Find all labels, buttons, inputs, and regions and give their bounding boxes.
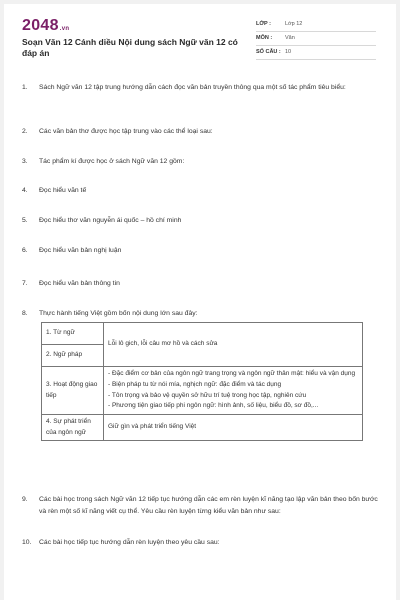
table-cell: Lỗi lô gich, lỗi câu mơ hồ và cách sửa (104, 323, 363, 367)
question-number: 7. (22, 280, 28, 287)
question-number: 9. (22, 496, 28, 503)
question-text: Các bài học trong sách Ngữ văn 12 tiếp tục hướng dẫn các em rèn luyện kĩ năng tạo lập văn bản theo bốn bước và rèn một số kĩ năng viết cụ thể. Yêu cầu rèn luyện từng kiểu văn bản như sau: (39, 496, 378, 515)
meta-value: Lớp 12 (285, 21, 303, 27)
question-text: Tác phẩm kí được học ở sách Ngữ văn 12 gồm: (39, 158, 185, 165)
document-header (4, 4, 396, 64)
table-cell: 2. Ngữ pháp (42, 345, 104, 367)
question-number: 2. (22, 128, 28, 135)
document-page (4, 4, 396, 600)
question-number: 10. (22, 539, 32, 546)
question-text: Đọc hiểu văn bản thông tin (39, 280, 120, 287)
content-table (41, 322, 363, 441)
table-row (42, 323, 363, 345)
question-number: 5. (22, 217, 28, 224)
meta-value: 10 (285, 49, 292, 55)
table-cell: 1. Từ ngữ (42, 323, 104, 345)
table-row (42, 367, 363, 415)
site-logo[interactable]: 2048.vn (22, 17, 70, 34)
question-number: 4. (22, 187, 28, 194)
table-cell: 3. Hoạt động giao tiếp (42, 367, 104, 415)
question-text: Đọc hiểu văn bản nghị luận (39, 247, 122, 254)
meta-row-subject (256, 32, 376, 46)
meta-row-question-count (256, 46, 376, 60)
table-bullet: - Đặc điểm cơ bản của ngôn ngữ trang trọng và ngôn ngữ thân mật: hiểu và vận dụng (108, 370, 356, 377)
question-number: 1. (22, 84, 28, 91)
question-text: Đọc hiểu văn tế (39, 187, 87, 194)
question-text: Sách Ngữ văn 12 tập trung hướng dẫn cách đọc văn bản truyền thông qua một số tác phẩm tiêu biểu: (39, 84, 346, 91)
table-bullet: - Tôn trọng và bảo vệ quyền sở hữu trí tuệ trong học tập, nghiên cứu (108, 391, 307, 399)
table-cell: 4. Sự phát triển của ngôn ngữ (42, 415, 104, 441)
document-title: Soạn Văn 12 Cánh diều Nội dung sách Ngữ văn 12 có đáp án (22, 37, 238, 58)
question-number: 6. (22, 247, 28, 254)
question-text: Thực hành tiếng Việt gồm bốn nội dung lớn sau đây: (39, 310, 198, 317)
table-bullet: - Biện pháp tu từ nói mía, nghịch ngữ: đặc điểm và tác dụng (108, 380, 282, 388)
meta-box (256, 18, 376, 60)
question-number: 8. (22, 310, 28, 317)
table-bullet: - Phương tiện giao tiếp phi ngôn ngữ: hình ảnh, số liệu, biểu đồ, sơ đồ,... (108, 402, 319, 410)
meta-label: LỚP : (256, 21, 271, 27)
meta-label: MÔN : (256, 35, 273, 41)
table-row (42, 415, 363, 441)
question-text: Đọc hiểu thơ văn nguyễn ái quốc – hồ chí minh (39, 217, 182, 224)
table-cell: Giữ gìn và phát triển tiếng Việt (104, 415, 363, 441)
meta-row-grade (256, 18, 376, 32)
question-text: Các bài học tiếp tục hướng dẫn rèn luyện theo yêu cầu sau: (39, 539, 220, 546)
meta-label: SỐ CÂU : (256, 49, 281, 55)
question-number: 3. (22, 158, 28, 165)
question-text: Các văn bản thơ được học tập trung vào các thể loại sau: (39, 128, 213, 135)
meta-value: Văn (285, 35, 295, 41)
table-cell (104, 367, 363, 415)
